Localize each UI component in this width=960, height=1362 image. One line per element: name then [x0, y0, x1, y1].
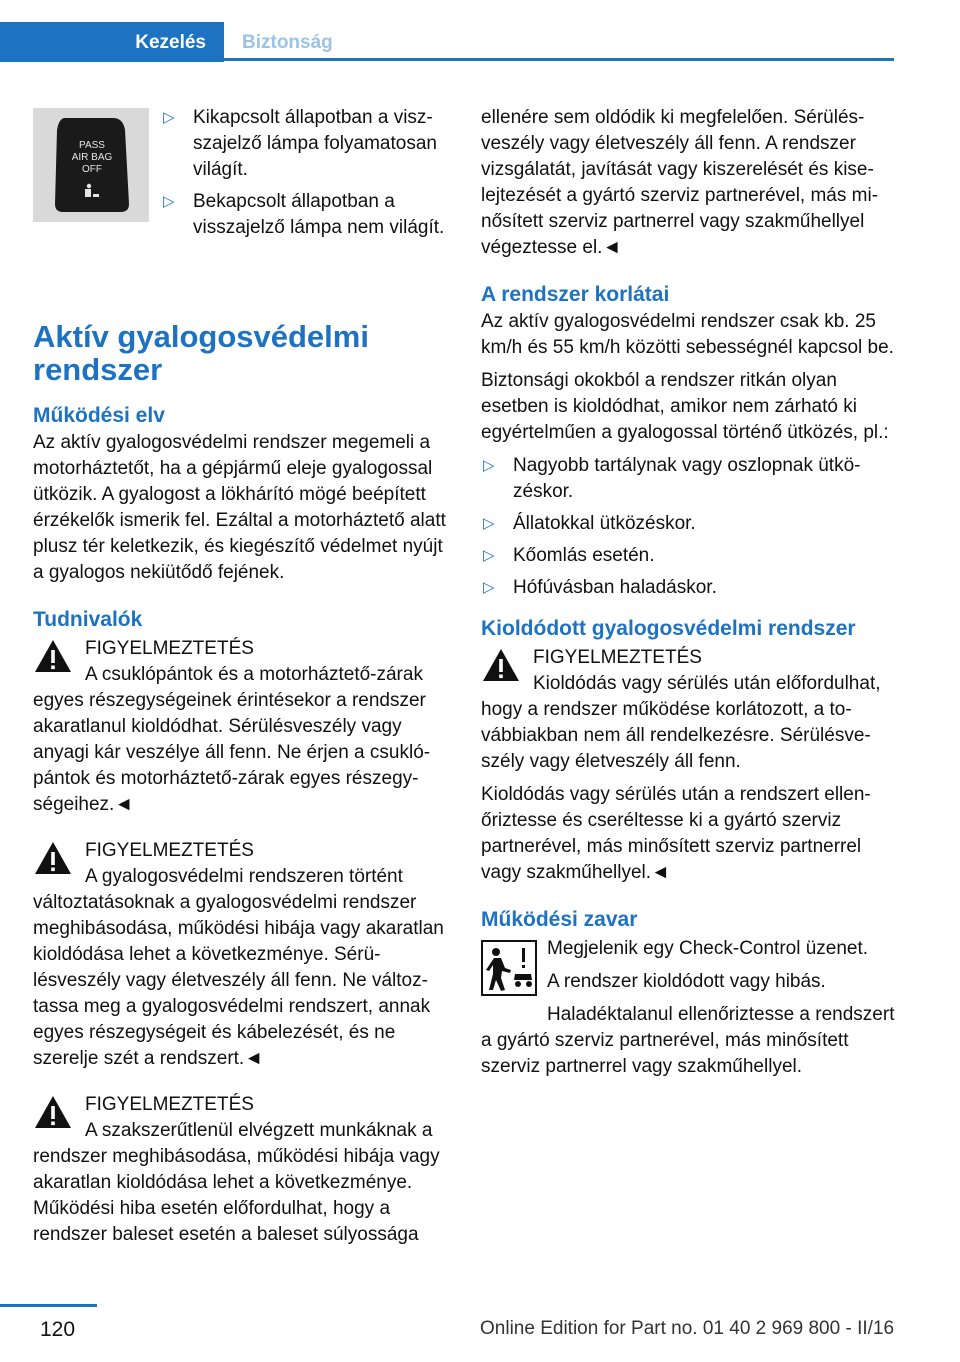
passbag-line2: AIR BAG — [71, 152, 113, 163]
warning-triangle-icon — [33, 1094, 73, 1130]
subheading-korlatai: A rendszer korlátai — [481, 283, 670, 306]
subheading-kioldodott: Kioldódott gyalogosvédelmi rendszer — [481, 617, 856, 640]
list-item: ▷ Bekapcsolt állapotban a visszajelző lámpa nem világít. — [163, 191, 445, 238]
warning-label: FIGYELMEZTETÉS — [85, 638, 254, 659]
right-column-text — [481, 105, 897, 1087]
tab-kezeles[interactable]: Kezelés — [0, 22, 224, 62]
list-item: ▷ Állatokkal ütközéskor. — [481, 511, 897, 537]
section-title: Aktív gyalogosvédelmi rendszer — [33, 319, 369, 387]
warning-block — [33, 838, 449, 1072]
warning-text: A csuklópántok és a motorháztető-zárak egyes részegységeinek érintésekor a rendszer akaratlanul kioldódhat. Sérülésveszély vagy anyagi kár veszélye áll fenn. Ne érjen a csuklópántok és motorháztető-zárak egyes részegységeihez.◄ — [33, 664, 431, 815]
footer-divider — [0, 1304, 97, 1307]
warning-triangle-icon — [481, 647, 521, 683]
subheading-zavar: Működési zavar — [481, 908, 638, 931]
warning-text: A gyalogosvédelmi rendszeren történt változtatásoknak a gyalogosvédelmi rendszer meghibásodása, működési hibája vagy akaratlan kioldódása lehet a következménye. Sérülésveszély vagy életveszély áll fenn. Ne változtassa meg a gyalogosvédelmi rendszert, annak egyes részegységeit és kábelezését, és ne szerelje szét a rendszert.◄ — [33, 866, 444, 1069]
passbag-off-image — [33, 108, 149, 222]
korlatai-paragraph: Az aktív gyalogosvédelmi rendszer csak kb. 25 km/h és 55 km/h közötti sebességnél kapcsol be. — [481, 311, 894, 358]
triangle-bullet-icon: ▷ — [483, 547, 495, 564]
warning-block — [33, 636, 449, 818]
warning-text: Kioldódás vagy sérülés után előfordulhat, hogy a rendszer működése korlátozott, a továbbiakban nem áll rendelkezésre. Sérülésveszély vagy életveszély áll fenn. — [481, 673, 881, 772]
warning-label: FIGYELMEZTETÉS — [85, 840, 254, 861]
zavar-p1: Megjelenik egy Check-Control üzenet. — [547, 938, 869, 959]
passbag-line1: PASS — [79, 140, 105, 151]
korlatai-list — [481, 453, 897, 601]
passbag-line3: OFF — [82, 164, 102, 175]
list-item: ▷ Hófúvásban haladáskor. — [481, 575, 897, 601]
pedestrian-protection-icon — [481, 940, 537, 996]
passbag-bullets — [161, 105, 451, 247]
warning-triangle-icon — [33, 840, 73, 876]
triangle-bullet-icon: ▷ — [483, 579, 495, 596]
kioldodott-paragraph: Kioldódás vagy sérülés után a rendszert ellenőriztesse és cseréltesse ki a gyártó szerviz partnerével, más minősített szerviz partnerrel vagy szakműhellyel.◄ — [481, 784, 871, 883]
page-number: 120 — [40, 1318, 76, 1341]
list-item: ▷ Kőomlás esetén. — [481, 543, 897, 569]
continued-paragraph: ellenére sem oldódik ki megfelelően. Sérülésveszély vagy életveszély áll fenn. A rendszer vizsgálatát, javítását vagy kiszerelését és kiselejtezését a gyártó szerviz partnerével, más minősített szerviz partnerrel vagy szakműhellyel végeztesse el.◄ — [481, 107, 879, 258]
triangle-bullet-icon: ▷ — [483, 457, 495, 474]
zavar-p3: Haladéktalanul ellenőriztesse a rendszert a gyártó szerviz partnerével, más minősített szerviz partnerrel vagy szakműhellyel. — [481, 1004, 895, 1077]
triangle-bullet-icon: ▷ — [163, 193, 175, 210]
warning-label: FIGYELMEZTETÉS — [533, 647, 702, 668]
edition-text: Online Edition for Part no. 01 40 2 969 800 - II/16 — [480, 1318, 895, 1339]
warning-block — [33, 1092, 449, 1248]
list-item: ▷ Kikapcsolt állapotban a viszszajelző lámpa folyamatosan világít. — [163, 107, 437, 180]
zavar-p2: A rendszer kioldódott vagy hibás. — [547, 971, 826, 992]
subheading-mukodesi-elv: Működési elv — [33, 404, 165, 427]
warning-triangle-icon — [33, 638, 73, 674]
warning-block — [481, 645, 897, 775]
triangle-bullet-icon: ▷ — [163, 109, 175, 126]
tab-biztonsag[interactable]: Biztonság — [242, 32, 333, 53]
mukodes-paragraph: Az aktív gyalogosvédelmi rendszer megemeli a motorháztetőt, ha a gépjármű eleje gyalogossal ütközik. A gyalogost a lökhárító mögé beépített érzékelők ismerik fel. Ezáltal a motorháztető alatt plusz tér keletkezik, és kiegészítő védelmet nyújt a gyalogos nekiütődő fejének. — [33, 432, 446, 583]
triangle-bullet-icon: ▷ — [483, 515, 495, 532]
header-divider — [224, 58, 894, 61]
warning-text: A szakszerűtlenül elvégzett munkáknak a rendszer meghibásodása, működési hibája vagy akaratlan kioldódása lehet a következménye. Működési hiba esetén előfordulhat, hogy a rendszer baleset esetén a baleset súlyossága — [33, 1120, 440, 1245]
zavar-block — [481, 936, 897, 1080]
list-item: ▷ Nagyobb tartálynak vagy oszlopnak ütközéskor. — [483, 455, 861, 502]
subheading-tudnivalok: Tudnivalók — [33, 608, 143, 631]
korlatai-paragraph-2: Biztonsági okokból a rendszer ritkán olyan esetben is kioldódhat, amikor nem zárható ki egyértelműen a gyalogossal történő ütközés, pl.: — [481, 370, 889, 443]
passbag-button-icon — [33, 108, 149, 222]
warning-label: FIGYELMEZTETÉS — [85, 1094, 254, 1115]
left-column-text — [33, 320, 449, 1248]
